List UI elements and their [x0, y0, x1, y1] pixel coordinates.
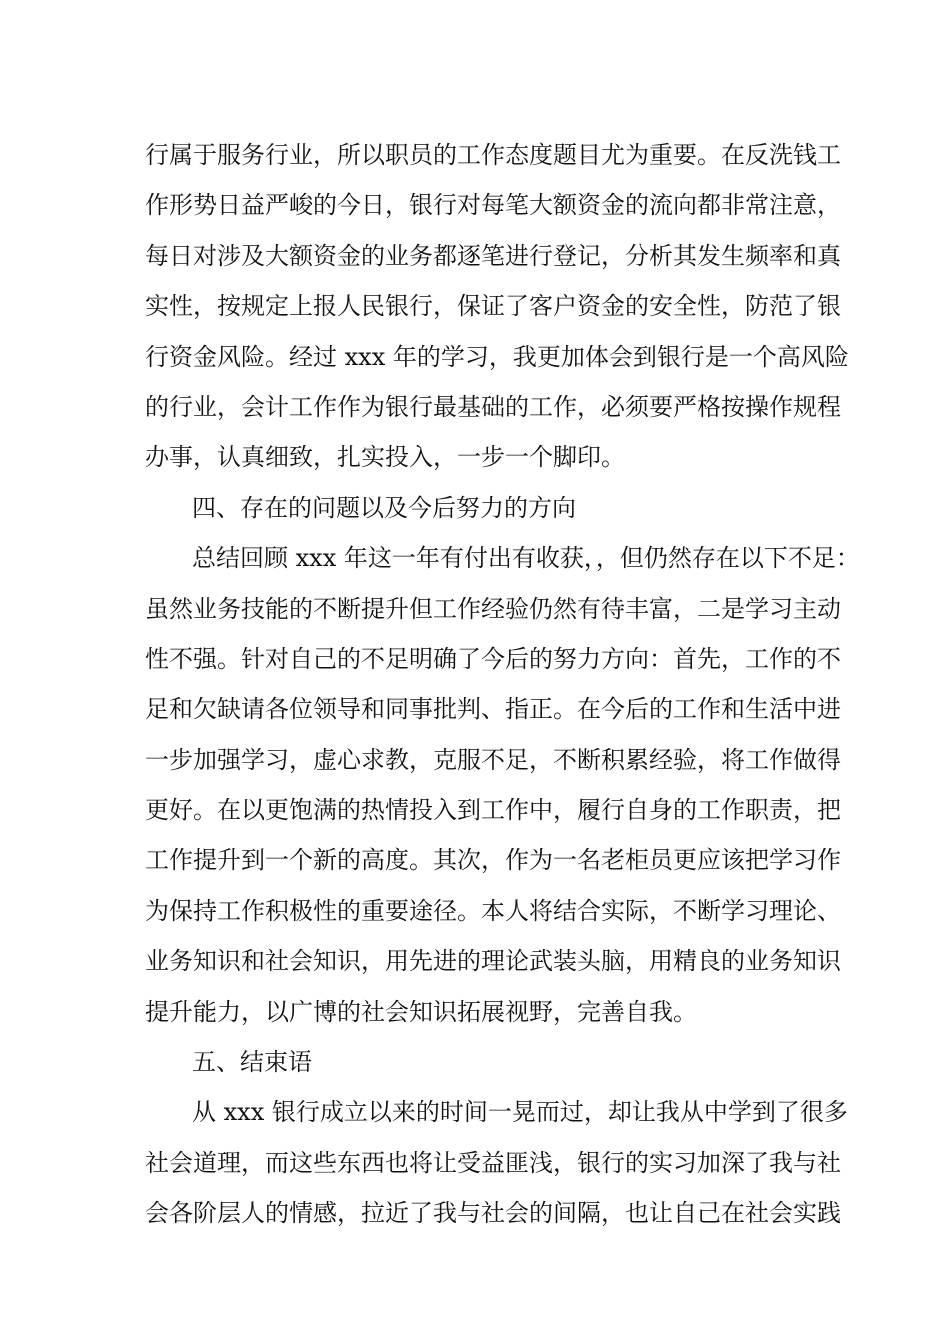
paragraph-line: 行资金风险。经过 xxx 年的学习，我更加体会到银行是一个高风险 — [145, 342, 849, 371]
paragraph-line: 社会道理，而这些东西也将让受益匪浅，银行的实习加深了我与社 — [145, 1148, 841, 1177]
paragraph-line: 行属于服务行业，所以职员的工作态度题目尤为重要。在反洗钱工 — [145, 141, 841, 169]
paragraph-line: 性不强。针对自己的不足明确了今后的努力方向：首先，工作的不 — [145, 644, 841, 673]
section-heading-5: 五、结束语 — [192, 1048, 312, 1077]
paragraph-line: 作形势日益严峻的今日，银行对每笔大额资金的流向都非常注意， — [145, 191, 841, 220]
section-heading-4: 四、存在的问题以及今后努力的方向 — [192, 493, 576, 522]
paragraph-line: 会各阶层人的情感，拉近了我与社会的间隔，也让自己在社会实践 — [145, 1199, 841, 1228]
paragraph-line: 虽然业务技能的不断提升但工作经验仍然有待丰富，二是学习主动 — [145, 594, 841, 623]
paragraph-line: 提升能力，以广博的社会知识拓展视野，完善自我。 — [145, 997, 697, 1026]
paragraph-line: 的行业，会计工作作为银行最基础的工作，必须要严格按操作规程 — [145, 392, 841, 421]
paragraph-line: 一步加强学习，虚心求教，克服不足，不断积累经验，将工作做得 — [145, 745, 841, 774]
paragraph-line: 办事，认真细致，扎实投入，一步一个脚印。 — [145, 443, 625, 472]
paragraph-line: 更好。在以更饱满的热情投入到工作中，履行自身的工作职责，把 — [145, 796, 841, 825]
paragraph-line: 足和欠缺请各位领导和同事批判、指正。在今后的工作和生活中进 — [145, 695, 841, 724]
paragraph-line: 为保持工作积极性的重要途径。本人将结合实际，不断学习理论、 — [145, 896, 841, 925]
paragraph-line: 业务知识和社会知识，用先进的理论武装头脑，用精良的业务知识 — [145, 947, 841, 976]
paragraph-line: 从 xxx 银行成立以来的时间一晃而过，却让我从中学到了很多 — [192, 1098, 848, 1127]
paragraph-line: 实性，按规定上报人民银行，保证了客户资金的安全性，防范了银 — [145, 292, 841, 321]
paragraph-line: 总结回顾 xxx 年这一年有付出有收获，，但仍然存在以下不足： — [192, 544, 860, 573]
paragraph-line: 每日对涉及大额资金的业务都逐笔进行登记，分析其发生频率和真 — [145, 241, 841, 270]
paragraph-line: 工作提升到一个新的高度。其次，作为一名老柜员更应该把学习作 — [145, 846, 841, 875]
document-body — [145, 130, 860, 1239]
